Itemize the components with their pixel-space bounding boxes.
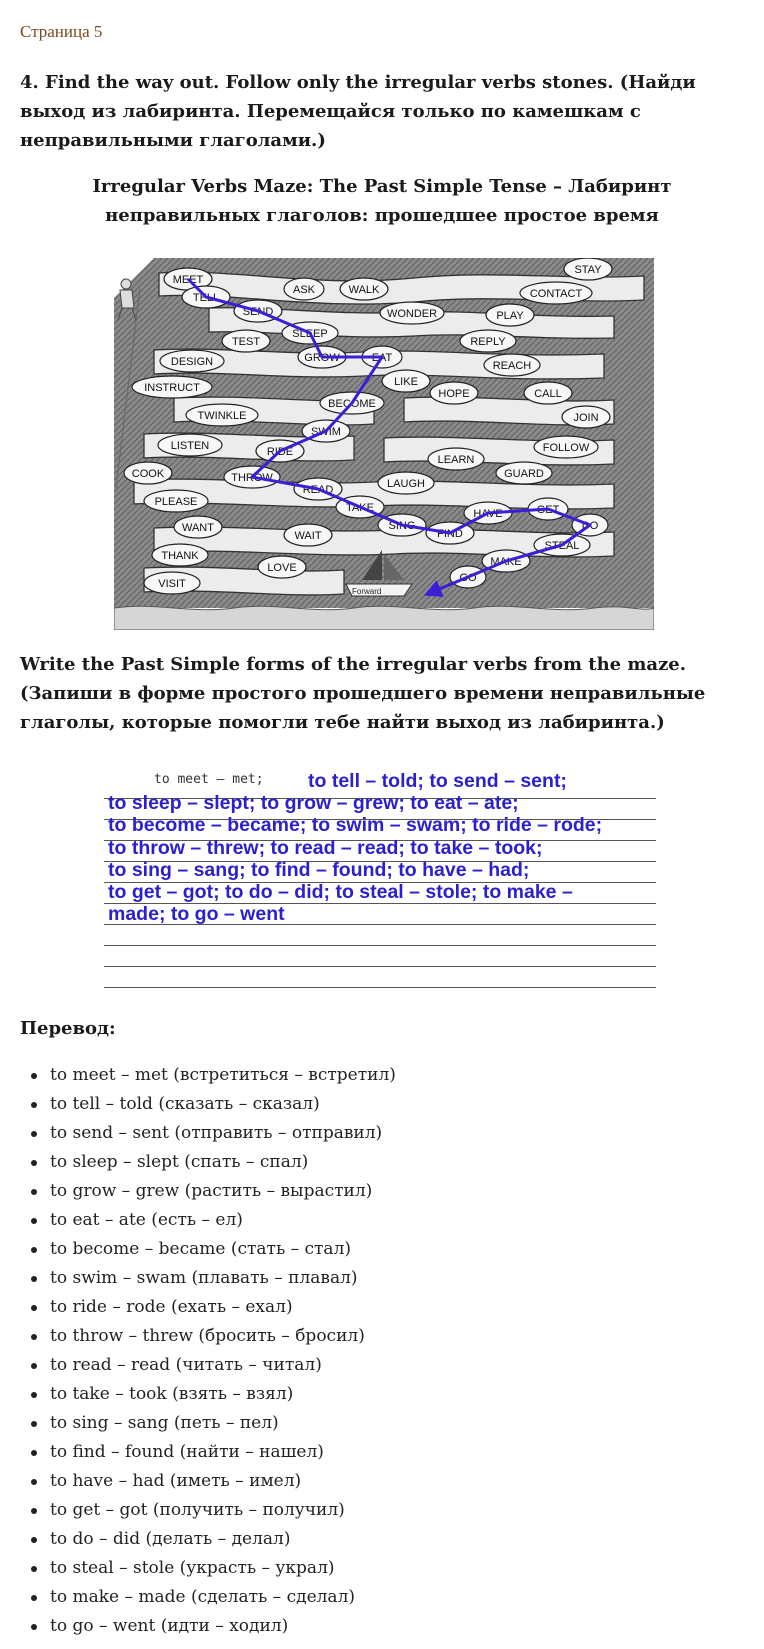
maze-stone [382,370,430,392]
maze-stone-label: INSTRUCT [144,382,200,394]
ruled-line [104,966,656,967]
maze-stone-label: COOK [131,468,165,480]
ruled-line [104,987,656,988]
maze-stone-label: GROW [304,352,340,364]
maze-stone-label: WONDER [386,308,438,320]
maze-stone [144,490,208,512]
write-task-heading: Write the Past Simple forms of the irregular verbs from the maze. (Запиши в форме простого прошедшего времени неправильные глаголы, которые помогли тебе найти выход из лабиринта.) [20,654,706,733]
maze-stone [378,472,434,494]
maze-stone-label: ASK [292,284,316,296]
maze-stone-label: HAVE [473,508,503,520]
handwritten-example: to meet – met; [154,772,264,787]
list-item: to read – read (читать – читал) [28,1351,396,1380]
maze-stone-label: SING [388,520,416,532]
list-item: to ride – rode (ехать – ехал) [28,1293,396,1322]
maze-stone [534,436,598,458]
maze-stone [160,350,224,372]
maze-stone [144,572,200,594]
maze-stone-label: STAY [574,264,602,276]
maze-stone-label: SWIM [311,426,341,438]
maze-stone-label: TWINKLE [197,410,247,422]
maze-stone [564,258,612,280]
maze-stone [132,376,212,398]
maze-title: Irregular Verbs Maze: The Past Simple Tense – Лабиринт неправильных глаголов: прошедшее простое время [92,176,672,226]
answer-line: to sleep – slept; to grow – grew; to eat – ate; [108,792,519,815]
maze-stone-label: VISIT [158,578,186,590]
answer-line: made; to go – went [108,903,285,926]
maze-stone [340,278,388,300]
maze-stone [124,462,172,484]
maze-stone [186,404,258,426]
maze-stone-label: LAUGH [387,478,425,490]
list-item: to take – took (взять – взял) [28,1380,396,1409]
maze-stone-label: JOIN [573,412,599,424]
maze-stone-label: CONTACT [529,288,583,300]
maze-stone [222,330,270,352]
maze-stone-label: GUARD [504,468,544,480]
list-item: to steal – stole (украсть – украл) [28,1554,396,1583]
list-item: to have – had (иметь – имел) [28,1467,396,1496]
list-item: to do – did (делать – делал) [28,1525,396,1554]
list-item: to grow – grew (растить – вырастил) [28,1177,396,1206]
maze-stone-label: SEND [242,306,274,318]
maze-stone-label: FIND [437,528,463,540]
answer-line: to become – became; to swim – swam; to ride – rode; [108,814,603,837]
maze-stone-label: TAKE [346,502,374,514]
maze-stone-label: WANT [182,522,214,534]
translation-list [28,1061,396,1641]
boat-label: Forward [352,587,382,596]
maze-stone [152,544,208,566]
maze-stone [284,524,332,546]
list-item: to make – made (сделать – сделал) [28,1583,396,1612]
maze-stone [284,278,324,300]
maze-svg [114,258,654,630]
maze-stone-label: REACH [492,360,532,372]
maze-stone-label: PLEASE [154,496,198,508]
maze-illustration [114,258,654,630]
ruled-line [104,945,656,946]
maze-stone-label: GO [459,572,477,584]
maze-stone [460,330,516,352]
maze-stone-label: TEST [231,336,261,348]
maze-stone [158,434,222,456]
maze-stone-label: CALL [534,388,562,400]
answer-line: to get – got; to do – did; to steal – stole; to make – [108,881,573,904]
maze-stone-label: STEAL [544,540,580,552]
list-item: to sleep – slept (спать – спал) [28,1148,396,1177]
maze-stone-label: TELL [192,292,220,304]
maze-stone [524,382,572,404]
maze-stone-label: THROW [231,472,273,484]
maze-stone-label: DO [581,520,599,532]
maze-stone-label: FOLLOW [542,442,590,454]
list-item: to become – became (стать – стал) [28,1235,396,1264]
maze-stone-label: WALK [348,284,380,296]
list-item: to get – got (получить – получил) [28,1496,396,1525]
maze-stone-label: EAT [371,352,393,364]
maze-stone [430,382,478,404]
maze-stone-label: RIDE [266,446,294,458]
list-item: to throw – threw (бросить – бросил) [28,1322,396,1351]
maze-stone [496,462,552,484]
maze-stone-label: THANK [161,550,199,562]
maze-stone [380,302,444,324]
translation-title: Перевод: [20,1018,116,1039]
maze-stone-label: HOPE [438,388,470,400]
maze-stone [428,448,484,470]
maze-stone-label: DESIGN [170,356,214,368]
maze-water [114,606,654,630]
maze-stone [520,282,592,304]
maze-stone-label: GET [536,504,560,516]
maze-stone-label: MAKE [490,556,522,568]
list-item: to send – sent (отправить – отправил) [28,1119,396,1148]
maze-stone-label: REPLY [470,336,506,348]
answer-line: to tell – told; to send – sent; [308,770,567,792]
maze-stone-label: LIKE [394,376,418,388]
list-item: to swim – swam (плавать – плавал) [28,1264,396,1293]
list-item: to find – found (найти – нашел) [28,1438,396,1467]
page-link[interactable]: Страница 5 [20,22,103,41]
list-item: to eat – ate (есть – ел) [28,1206,396,1235]
task-heading: 4. Find the way out. Follow only the irregular verbs stones. (Найди выход из лабиринта. Перемещайся только по камешкам с неправильными глаголами.) [20,72,696,151]
answer-line: to sing – sang; to find – found; to have – had; [108,858,530,881]
maze-stone [486,304,534,326]
maze-stone-label: BECOME [328,398,376,410]
maze-stone-label: LEARN [437,454,475,466]
maze-stone [562,406,610,428]
maze-stone [174,516,222,538]
maze-stone-label: LOVE [267,562,297,574]
maze-stone-label: MEET [172,274,204,286]
maze-stone [258,556,306,578]
list-item: to tell – told (сказать – сказал) [28,1090,396,1119]
list-item: to go – went (идти – ходил) [28,1612,396,1641]
list-item: to meet – met (встретиться – встретил) [28,1061,396,1090]
maze-stone-label: PLAY [496,310,524,322]
answer-line: to throw – threw; to read – read; to take – took; [108,836,543,859]
maze-stone [484,354,540,376]
maze-stone-label: WAIT [294,530,322,542]
maze-stone-label: READ [302,484,334,496]
maze-stone-label: LISTEN [170,440,210,452]
maze-stone-label: SLEEP [292,328,328,340]
list-item: to sing – sang (петь – пел) [28,1409,396,1438]
answer-sheet [104,770,656,995]
answer-text [108,770,656,925]
